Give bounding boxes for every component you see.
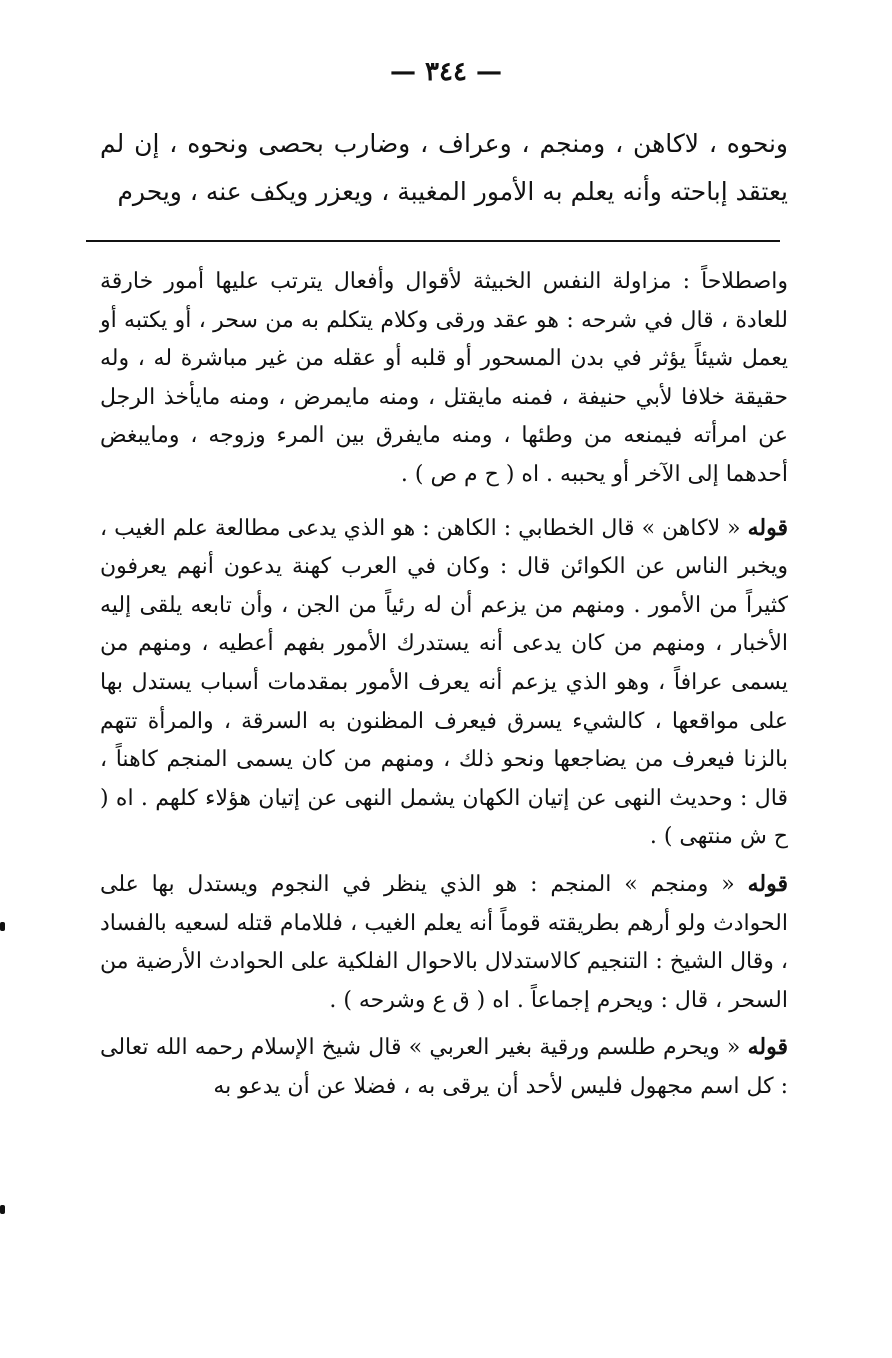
page-number: — ٣٤٤ — bbox=[389, 57, 503, 87]
footnote-lead: قوله bbox=[747, 870, 788, 897]
footnote-text: « ويحرم طلسم ورقية بغير العربي » قال شيخ الإسلام رحمه الله تعالى : كل اسم مجهول فليس لأحد أن يرقى به ، فضلا عن أن يدعو به bbox=[100, 1035, 788, 1099]
footnote-3 bbox=[100, 865, 788, 1020]
footnote-text: واصطلاحاً : مزاولة النفس الخبيثة لأقوال وأفعال يترتب عليها أمور خارقة للعادة ، قال في شرحه : هو عقد ورقى وكلام يتكلم به من سحر ، أو يكتبه أو يعمل شيئاً يؤثر في بدن المسحور أو قلبه أو عقله من غير مباشرة له ، وله حقيقة خلافا لأبي حنيفة ، فمنه مايقتل ، ومنه مايمرض ، ومنه مايأخذ الرجل عن امرأته فيمنعه من وطئها ، ومنه مايفرق بين المرء وزوجه ، ومايبغض أحدهما إلى الآخر أو يحببه . اه ( ح م ص ) . bbox=[100, 269, 788, 487]
footnote-1 bbox=[100, 262, 788, 495]
footnote-divider bbox=[86, 240, 780, 242]
footnote-lead: قوله bbox=[747, 1034, 788, 1061]
footnote-text: « لاكاهن » قال الخطابي : الكاهن : هو الذي يدعى مطالعة علم الغيب ، ويخبر الناس عن الكوائن قال : وكان في العرب كهنة يدعون أنهم يعرفون كثيراً من الأمور . ومنهم من يزعم أن له رئياً من الجن ، وأن تابعه يلقى إليه الأخبار ، ومنهم من كان يدعى أنه يستدرك الأمور بفهم أعطيه ، ومنهم من يسمى عرافاً ، وهو الذي يزعم أنه يعرف الأمور بمقدمات أسباب يستدل بها على مواقعها ، كالشيء يسرق فيعرف المظنون به السرقة ، والمرأة تتهم بالزنا فيعرف من يضاجعها ونحو ذلك ، ومنهم من كان يسمى المنجم كاهناً ، قال : وحديث النهى عن إتيان الكهان يشمل النهى عن إتيان هؤلاء كلهم . اه ( ح ش منتهى ) . bbox=[100, 515, 788, 850]
footnote-4 bbox=[100, 1028, 788, 1106]
main-text: ونحوه ، لاكاهن ، ومنجم ، وعراف ، وضارب بحصى ونحوه ، إن لم يعتقد إباحته وأنه يعلم به الأمور المغيبة ، ويعزر ويكف عنه ، ويحرم bbox=[100, 129, 788, 206]
footnote-2 bbox=[100, 509, 788, 857]
footnote-text: « ومنجم » المنجم : هو الذي ينظر في النجوم ويستدل بها على الحوادث ولو أرهم بطريقته قوماً أنه يعلم الغيب ، فللامام قتله لسعيه بالفساد ، وقال الشيخ : التنجيم كالاستدلال بالاحوال الفلكية على الحوادث الأرضية من السحر ، قال : ويحرم إجماعاً . اه ( ق ع وشرحه ) . bbox=[100, 871, 788, 1013]
margin-mark bbox=[0, 922, 5, 931]
footnotes bbox=[100, 262, 788, 1114]
margin-mark bbox=[0, 1205, 5, 1214]
footnote-lead: قوله bbox=[747, 514, 788, 541]
